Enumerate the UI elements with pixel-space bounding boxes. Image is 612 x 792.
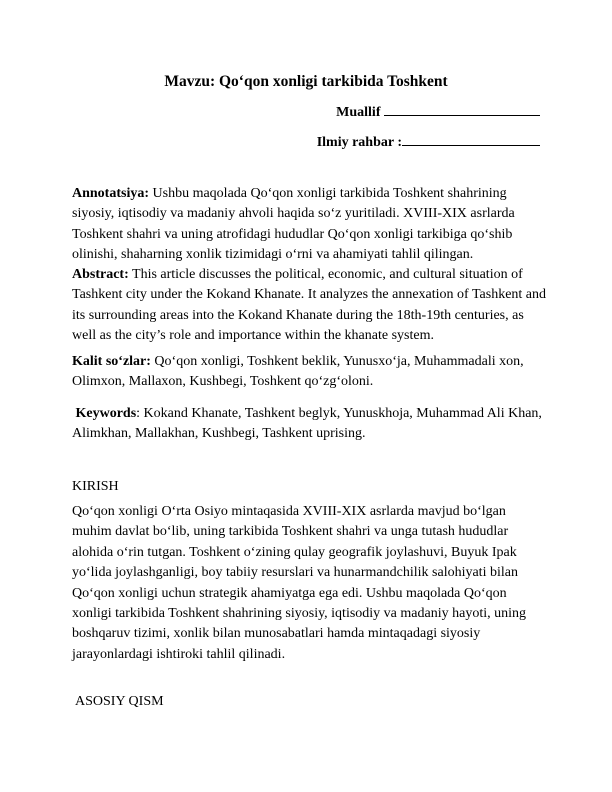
supervisor-line xyxy=(317,133,540,151)
annotation-paragraph xyxy=(72,184,546,266)
document-title: Mavzu: Qo‘qon xonligi tarkibida Toshkent xyxy=(164,73,448,90)
kalit-sozlar-label: Kalit so‘zlar: xyxy=(72,354,151,369)
kirish-heading: KIRISH xyxy=(72,479,119,494)
keywords-label: Keywords xyxy=(75,406,137,421)
asosiy-qism-heading: ASOSIY QISM xyxy=(75,694,164,709)
keywords-text: : Kokand Khanate, Tashkent beglyk, Yunuskhoja, Muhammad Ali Khan, Alimkhan, Mallakhan, Kushbegi, Tashkent uprising. xyxy=(72,406,542,442)
keywords-paragraph xyxy=(72,404,546,445)
abstract-label: Abstract: xyxy=(72,267,129,282)
kirish-paragraph: Qo‘qon xonligi O‘rta Osiyo mintaqasida XVIII-XIX asrlarda mavjud bo‘lgan muhim davlat bo‘lib, uning tarkibida Toshkent shahri va unga tutash hududlar alohida o‘rin tutgan. Toshkent o‘zining qulay geografik joylashuvi, Buyuk Ipak yo‘lida joylashganligi, boy tabiiy resurslari va hunarmandchilik salohiyati bilan Qo‘qon xonligi uchun strategik ahamiyatga ega edi. Ushbu maqolada Qo‘qon xonligi tarkibida Toshkent shahrining siyosiy, iqtisodiy va madaniy hayoti, uning boshqaruv tizimi, xonlik bilan munosabatlari hamda mintaqadagi siyosiy jarayonlardagi ishtiroki tahlil qilinadi. xyxy=(72,504,526,662)
abstract-paragraph xyxy=(72,265,546,347)
supervisor-label: Ilmiy rahbar : xyxy=(316,135,402,150)
supervisor-blank-line xyxy=(402,133,540,146)
kalit-sozlar-paragraph xyxy=(72,352,546,393)
kalit-sozlar-text: Qo‘qon xonligi, Toshkent beklik, Yunusxo‘ja, Muhammadali xon, Olimxon, Mallaxon, Kushbegi, Toshkent qo‘zg‘oloni. xyxy=(72,354,524,390)
annotation-text: Ushbu maqolada Qo‘qon xonligi tarkibida Toshkent shahrining siyosiy, iqtisodiy va madaniy ahvoli haqida so‘z yuritiladi. XVIII-XIX asrlarda Toshkent shahri va uning atrofidagi hududlar Qo‘qon xonligi tarkibiga qo‘shib olinishi, shaharning xonlik tizimidagi o‘rni va ahamiyati tahlil qilingan. xyxy=(72,186,515,263)
author-label: Muallif xyxy=(336,105,381,120)
abstract-text: This article discusses the political, economic, and cultural situation of Tashkent city under the Kokand Khanate. It analyzes the annexation of Tashkent and its surrounding areas into the Kokand Khanate during the 18th-19th centuries, as well as the city’s role and importance within the khanate system. xyxy=(72,267,547,344)
annotation-label: Annotatsiya: xyxy=(72,186,150,201)
author-line xyxy=(336,103,540,121)
author-blank-line xyxy=(384,103,540,116)
